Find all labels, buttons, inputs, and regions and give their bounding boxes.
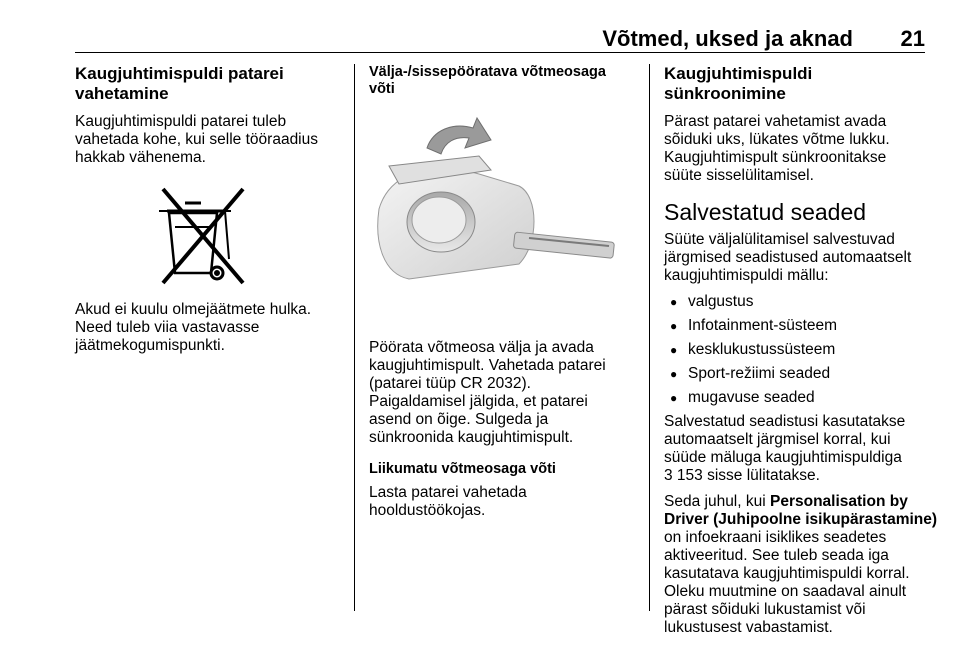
list-item: ● Sport-režiimi seaded [664, 365, 926, 383]
heading-battery-replacement: Kaugjuhtimispuldi patarei vahetamine [75, 64, 284, 103]
column-divider-1 [354, 64, 355, 611]
key-battery-replacement-image [369, 104, 631, 321]
heading-flip-key: Välja-/sissepööratava võtmeosaga võti [369, 64, 606, 97]
flip-key-paragraph: Pöörata võtmeosa välja ja avada kaugjuhtimispult. Vahetada patarei (patarei tüüp CR 2032). Paigaldamisel jälgida, et patarei asend on õige. Sulgeda ja sünkroonida kaugjuhtimispult. [369, 339, 606, 446]
personalisation-term-cont: Driver (Juhipoolne isikupärastamine) [664, 511, 938, 528]
page-header [75, 26, 925, 52]
key-illustration [369, 104, 631, 321]
battery-paragraph: Kaugjuhtimispuldi patarei tuleb vahetada kohe, kui selle tööraadius hakkab vähenema. [75, 113, 318, 166]
header-rule [75, 52, 925, 53]
list-item: ● kesklukustussüsteem [664, 341, 926, 359]
list-item: ● mugavuse seaded [664, 389, 926, 407]
heading-synchronisation: Kaugjuhtimispuldi sünkroonimine [664, 64, 813, 103]
saved-settings-list [664, 293, 926, 407]
heading-fixed-key: Liikumatu võtmeosaga võti [369, 461, 556, 477]
page-number: 21 [900, 26, 925, 51]
column-divider-2 [649, 64, 650, 611]
personalisation-term: Personalisation by [770, 493, 908, 510]
personalisation-paragraph: Seda juhul, kui Personalisation by Driver (Juhipoolne isikupärastamine) on infoekraani isiklikes seadetes aktiveeritud. See tuleb seada iga kasutatava kaugjuhtimispuldi korral. Oleku muutmine on saadaval ainult pärast sõiduki lukustamist või lukustusest vabastamist. [664, 493, 938, 636]
chapter-title: Võtmed, uksed ja aknad [602, 26, 853, 51]
column-3 [664, 64, 938, 645]
saved-settings-intro: Süüte väljalülitamisel salvestuvad järgmised seadistused automaatselt kaugjuhtimispuldi mällu: [664, 231, 912, 284]
fixed-key-paragraph: Lasta patarei vahetada hooldustöökojas. [369, 484, 527, 519]
section-title-saved-settings: Salvestatud seaded [664, 199, 867, 225]
crossed-out-wheelie-bin-icon [155, 179, 255, 287]
page-reference: 3 153 sisse lülitatakse. [664, 467, 820, 484]
column-2 [369, 64, 631, 528]
column-1 [75, 64, 337, 363]
saved-settings-usage: Salvestatud seadistusi kasutatakse automaatselt järgmisel korral, kui süüde mäluga kaugjuhtimispuldiga 3 153 sisse lülitatakse. [664, 413, 926, 485]
sync-paragraph: Pärast patarei vahetamist avada sõiduki uks, lükates võtme lukku. Kaugjuhtimispult sünkroonitakse süüte sisselülitamisel. [664, 113, 890, 184]
disposal-paragraph: Akud ei kuulu olmejäätmete hulka. Need tuleb viia vastavasse jäätmekogumispunkti. [75, 301, 312, 354]
bin-icon-wrapper [75, 179, 337, 301]
list-item: ● Infotainment-süsteem [664, 317, 926, 335]
list-item: ● valgustus [664, 293, 926, 311]
